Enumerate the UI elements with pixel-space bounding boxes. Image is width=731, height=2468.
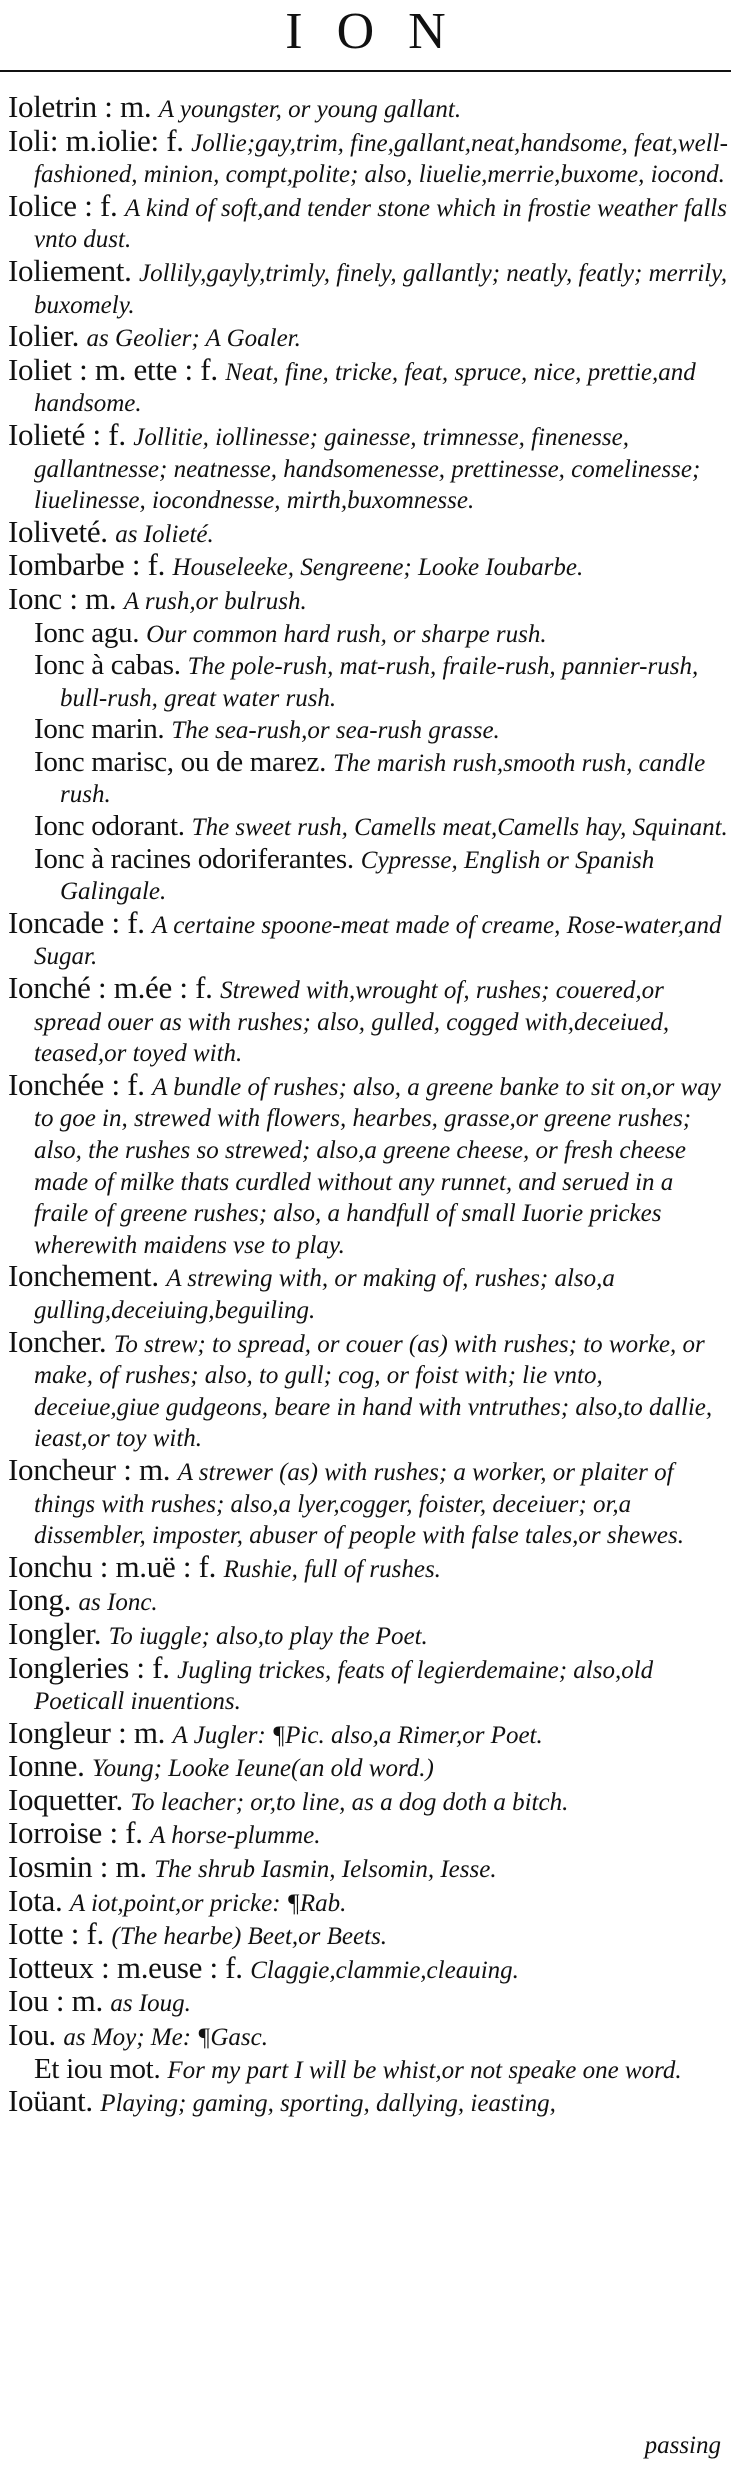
definition: as Ioug. — [110, 1990, 191, 2018]
dictionary-entry — [8, 1849, 728, 1886]
definition: (The hearbe) Beet,or Beets. — [111, 1923, 388, 1951]
dictionary-entry — [8, 970, 728, 1070]
dictionary-entry — [8, 2083, 728, 2120]
headword: Ioli: m.iolie: f. — [8, 122, 192, 158]
dictionary-entry — [8, 1781, 728, 1819]
headword: Ioliveté. — [8, 513, 116, 549]
dictionary-entry — [8, 1451, 728, 1552]
dictionary-entry — [8, 1649, 728, 1718]
definition: Rushie, full of rushes. — [223, 1555, 441, 1583]
sub-entry — [8, 714, 728, 747]
definition: Our common hard rush, or sharpe rush. — [146, 620, 547, 648]
definition: The sweet rush, Camells meat,Camells hay, Squinant. — [191, 814, 728, 842]
sub-entry — [8, 618, 728, 651]
dictionary-entry — [8, 89, 728, 126]
headword: Ionc à racines odoriferantes. — [34, 842, 361, 875]
definition: Jugling trickes, feats of legierdemaine; also,old Poeticall inuentions. — [34, 1656, 654, 1716]
definition: A Jugler: ¶Pic. also,a Rimer,or Poet. — [172, 1721, 543, 1749]
definition: A youngster, or young gallant. — [158, 96, 462, 123]
headword: Iou. — [8, 2017, 64, 2053]
definition: Playing; gaming, sporting, dallying, ieasting, — [100, 2090, 556, 2118]
dictionary-entry — [8, 1582, 728, 1619]
definition: Jollie;gay,trim, fine,gallant,neat,handsome, feat,well-fashioned, minion, compt,polite; also, liuelie,merrie,buxome, iocond. — [34, 129, 728, 189]
sub-entry — [8, 2054, 728, 2087]
definition: Cypresse, English or Spanish Galingale. — [60, 846, 655, 906]
definition: A iot,point,or pricke: ¶Rab. — [69, 1889, 347, 1917]
definition: A bundle of rushes; also, a greene banke to sit on,or way to goe in, strewed with flowers, hearbes, grasse,or greene rushes; also, the rushes so strewed; also,a greene cheese, or fresh cheese made of milke thats curdled without any runnet, and serued in a fraile of greene rushes; also, a handfull of small Iuorie prickes wherewith maidens vse to play. — [34, 1073, 721, 1259]
dictionary-entry — [8, 351, 728, 420]
dictionary-entry — [8, 2017, 728, 2054]
definition: For my part I will be whist,or not speake one word. — [167, 2056, 682, 2084]
definition: A kind of soft,and tender stone which in frostie weather falls vnto dust. — [34, 194, 727, 254]
definition: as Geolier; A Goaler. — [86, 325, 301, 353]
headword: Ioncheur : m. — [8, 1451, 178, 1487]
dictionary-entry — [8, 318, 728, 355]
definition: Neat, fine, tricke, feat, spruce, nice, prettie,and handsome. — [34, 358, 696, 418]
dictionary-entry — [8, 252, 728, 321]
dictionary-entry — [8, 904, 728, 973]
definition: A strewing with, or making of, rushes; also,a gulling,deceiuing,beguiling. — [34, 1265, 615, 1324]
definition: To strew; to spread, or couer (as) with rushes; to worke, or make, of rushes; also, to gull; cog, or foist with; lie vnto, deceiue,giue gudgeons, beare in hand with vntruthes; also,to dallie, ieast,or toy with. — [34, 1330, 713, 1453]
definition: Jollitie, iollinesse; gainesse, trimnesse, finenesse, gallantnesse; neatnesse, handsomenesse, prettinesse, comelinesse; liuelinesse, iocondnesse, mirth,buxomnesse. — [34, 423, 701, 515]
headword: Ionchement. — [8, 1258, 167, 1294]
headword: Iorroise : f. — [8, 1815, 151, 1851]
dictionary-entry — [8, 1323, 728, 1455]
dictionary-entry — [8, 1916, 728, 1953]
headword: Iota. — [8, 1882, 70, 1918]
catchword: passing — [644, 2432, 721, 2459]
dictionary-entry — [8, 1066, 728, 1262]
headword: Ioncade : f. — [8, 904, 153, 940]
headword: Iotteux : m.euse : f. — [8, 1949, 251, 1985]
dictionary-entry — [8, 1983, 728, 2020]
definition: Jollily,gayly,trimly, finely, gallantly; neatly, featly; merrily, buxomely. — [34, 259, 728, 319]
headword: Iongleur : m. — [8, 1714, 173, 1750]
dictionary-entry — [8, 1748, 728, 1785]
headword: Ioletrin : m. — [8, 89, 159, 124]
sub-entry — [8, 747, 728, 811]
headword: Ionne. — [8, 1748, 92, 1784]
dictionary-entry — [8, 1548, 728, 1586]
dictionary-entry — [8, 1882, 728, 1920]
definition: A rush,or bulrush. — [123, 587, 307, 615]
sub-entry — [8, 811, 728, 844]
definition: The pole-rush, mat-rush, fraile-rush, pannier-rush, bull-rush, great water rush. — [60, 653, 699, 712]
headword: Ionc marisc, ou de marez. — [34, 745, 333, 778]
definition: A strewer (as) with rushes; a worker, or plaiter of things with rushes; also,a lyer,cogger, foister, deceiuer; or,a dissembler, imposter, abuser of people with false tales,or shewes. — [34, 1458, 684, 1550]
headword: Iong. — [8, 1582, 79, 1618]
header-rule — [0, 70, 731, 72]
definition: The shrub Iasmin, Ielsomin, Iesse. — [154, 1856, 497, 1884]
headword: Iongler. — [8, 1615, 109, 1651]
definition: as Ionc. — [78, 1589, 158, 1617]
headword: Iolice : f. — [8, 187, 125, 223]
headword: Ionchée : f. — [8, 1066, 153, 1102]
sub-entry — [8, 650, 728, 714]
headword: Ionc odorant. — [34, 810, 192, 843]
headword: Iosmin : m. — [8, 1849, 155, 1885]
definition: Young; Looke Ieune(an old word.) — [91, 1755, 434, 1783]
headword: Ioüant. — [8, 2083, 101, 2119]
dictionary-entry — [8, 513, 728, 551]
dictionary-entry — [8, 547, 728, 584]
headword: Ionc à cabas. — [34, 649, 188, 682]
definition: The sea-rush,or sea-rush grasse. — [171, 717, 500, 745]
dictionary-entry — [8, 122, 728, 191]
headword: Ionc agu. — [34, 616, 147, 649]
sub-entry — [8, 844, 728, 908]
page-header: ION — [285, 3, 480, 60]
headword: Ioliement. — [8, 252, 139, 288]
headword: Ionc : m. — [8, 580, 124, 616]
headword: Ionc marin. — [34, 713, 172, 746]
definition: as Iolieté. — [115, 520, 214, 548]
definition: as Moy; Me: ¶Gasc. — [63, 2024, 269, 2052]
dictionary-entry — [8, 1258, 728, 1326]
headword: Iongleries : f. — [8, 1649, 178, 1685]
headword: Iombarbe : f. — [8, 547, 173, 583]
dictionary-entry — [8, 1714, 728, 1752]
dictionary-entry — [8, 1815, 728, 1852]
headword: Ionchu : m.uë : f. — [8, 1548, 224, 1584]
definition: The marish rush,smooth rush, candle rush. — [60, 749, 706, 809]
headword: Iolieté : f. — [8, 416, 134, 452]
dictionary-entry — [8, 580, 728, 618]
definition: Strewed with,wrought of, rushes; couered,or spread ouer as with rushes; also, gulled, cogged with,deceiued, teased,or toyed with. — [34, 977, 670, 1068]
headword: Ioquetter. — [8, 1781, 131, 1817]
definition: To leacher; or,to line, as a dog doth a bitch. — [130, 1788, 569, 1816]
dictionary-entry — [8, 1949, 728, 1987]
headword: Ionché : m.ée : f. — [8, 970, 221, 1006]
entry-list — [8, 89, 728, 2120]
headword: Iotte : f. — [8, 1916, 112, 1952]
definition: Houseleeke, Sengreene; Looke Ioubarbe. — [172, 554, 584, 582]
dictionary-entry — [8, 1615, 728, 1653]
headword: Et iou mot. — [34, 2052, 168, 2085]
definition: A horse-plumme. — [150, 1822, 321, 1850]
headword: Iolier. — [8, 318, 87, 354]
definition: A certaine spoone-meat made of creame, Rose-water,and Sugar. — [34, 911, 722, 971]
dictionary-entry — [8, 416, 728, 517]
definition: Claggie,clammie,cleauing. — [250, 1956, 519, 1984]
headword: Ioliet : m. ette : f. — [8, 351, 226, 387]
headword: Iou : m. — [8, 1983, 111, 2019]
definition: To iuggle; also,to play the Poet. — [108, 1622, 428, 1650]
headword: Ioncher. — [8, 1323, 114, 1359]
dictionary-entry — [8, 187, 728, 256]
